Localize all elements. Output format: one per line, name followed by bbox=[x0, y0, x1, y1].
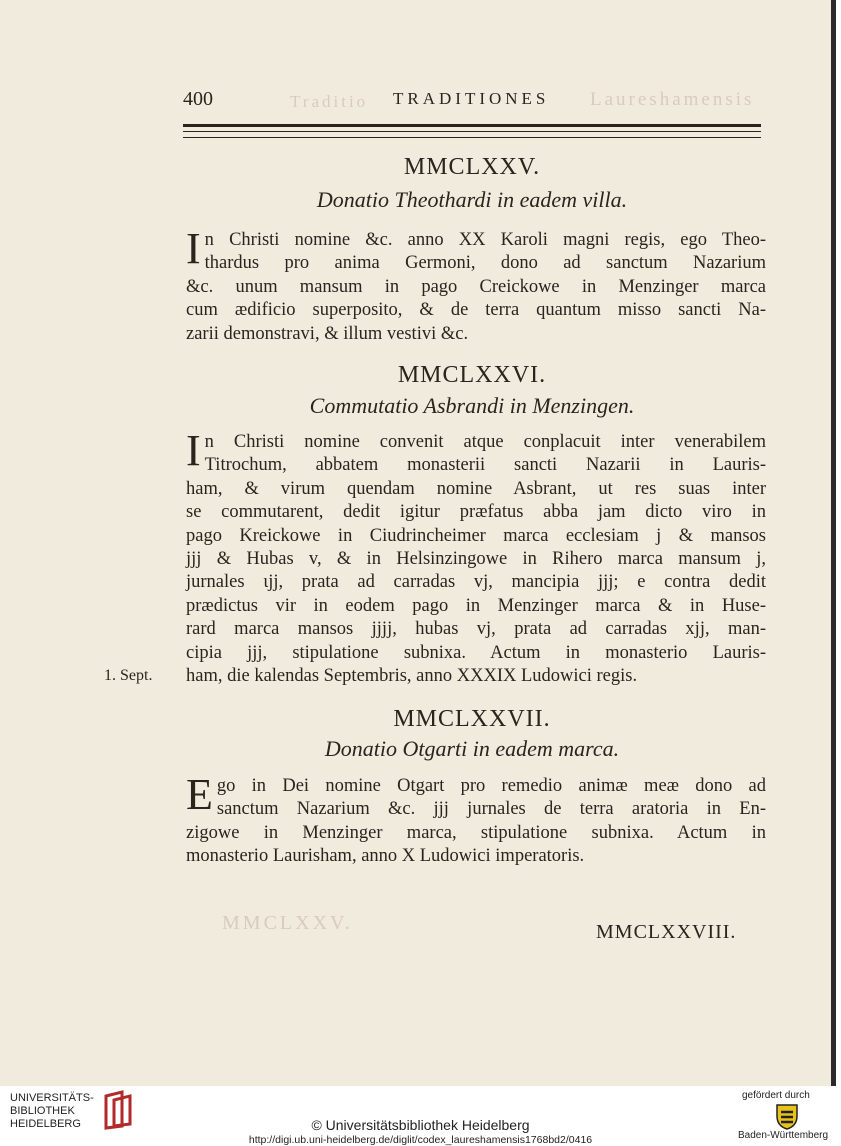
text-line: zigowe in Menzinger marca, stipulatione subnixa. Actum in bbox=[186, 822, 766, 843]
footer bbox=[0, 1086, 841, 1145]
margin-date-note: 1. Sept. bbox=[104, 667, 153, 684]
header-rule-thin bbox=[183, 137, 761, 138]
text-line: monasterio Laurisham, anno X Ludowici imperatoris. bbox=[186, 846, 585, 867]
catchword: MMCLXXVIII. bbox=[596, 921, 737, 943]
charter-title: Donatio Otgarti in eadem marca. bbox=[324, 736, 620, 761]
text-line: n Christi nomine convenit atque conplacuit inter venerabilem bbox=[204, 432, 766, 452]
copyright-notice: © Universitätsbibliothek Heidelberg bbox=[311, 1117, 530, 1133]
bleed-through-text: Laureshamensis bbox=[590, 89, 755, 110]
text-line: cipia jjj, stipulatione subnixa. Actum in monasterio Lauris- bbox=[186, 642, 766, 663]
text-line: rard marca mansos jjjj, hubas vj, prata ad carradas xjj, man- bbox=[186, 619, 766, 640]
drop-cap: I bbox=[186, 224, 201, 273]
text-line: go in Dei nomine Otgart pro remedio animæ meæ dono ad bbox=[216, 776, 766, 796]
text-line: se commutarent, dedit igitur præfatus abba jam dicto viro in bbox=[186, 502, 766, 523]
sponsor-name: Baden-Württemberg bbox=[738, 1130, 829, 1141]
text-line: ham, die kalendas Septembris, anno XXXIX Ludowici regis. bbox=[186, 666, 638, 687]
charter-number: MMCLXXV. bbox=[403, 154, 541, 180]
text-line: &c. unum mansum in pago Creickowe in Menzinger marca bbox=[186, 276, 766, 297]
text-line: n Christi nomine &c. anno XX Karoli magni regis, ego Theo- bbox=[204, 230, 766, 250]
charter-number: MMCLXXVI. bbox=[397, 362, 547, 388]
header-rule-thick bbox=[183, 124, 761, 127]
text-line: zarii demonstravi, & illum vestivi &c. bbox=[186, 323, 469, 344]
text-line: jjj & Hubas v, & in Helsinzingowe in Rihero marca mansum j, bbox=[186, 549, 766, 570]
text-line: jurnales ɩjj, prata ad carradas vj, mancipia jjj; e contra dedit bbox=[186, 572, 766, 593]
source-url[interactable]: http://digi.ub.uni-heidelberg.de/diglit/codex_laureshamensis1768bd2/0416 bbox=[248, 1134, 593, 1146]
sponsor-label: gefördert durch bbox=[742, 1090, 810, 1101]
text-line: pago Kreickowe in Ciudrincheimer marca ecclesiam j & mansos bbox=[186, 525, 766, 546]
library-logo-text: UNIVERSITÄTS- BIBLIOTHEK HEIDELBERG bbox=[10, 1092, 94, 1130]
drop-cap: E bbox=[186, 770, 213, 819]
bleed-through-text: MMCLXXV. bbox=[222, 912, 353, 934]
page-number: 400 bbox=[183, 88, 213, 110]
charter-text bbox=[186, 770, 766, 869]
text-line: cum ædificio superposito, & de terra quantum misso sancti Na- bbox=[186, 300, 766, 321]
text-line: Titrochum, abbatem monasterii sancti Nazarii in Lauris- bbox=[204, 455, 766, 476]
coat-of-arms-icon bbox=[774, 1102, 800, 1130]
text-line: ham, & virum quendam nomine Asbrant, ut res suas inter bbox=[186, 478, 766, 499]
charter-number: MMCLXXVII. bbox=[393, 706, 551, 732]
header-rule-thin bbox=[183, 131, 761, 132]
text-line: thardus pro anima Germoni, dono ad sanctum Nazarium bbox=[204, 253, 766, 274]
charter-text bbox=[186, 426, 766, 688]
charter-title: Commutatio Asbrandi in Menzingen. bbox=[309, 393, 635, 418]
drop-cap: I bbox=[186, 426, 201, 475]
page-edge bbox=[831, 0, 836, 1086]
text-line: prædictus vir in eodem pago in Menzinger marca & in Huse- bbox=[186, 595, 766, 616]
running-header: TRADITIONES bbox=[393, 89, 550, 108]
charter-title: Donatio Theothardi in eadem villa. bbox=[316, 187, 628, 212]
text-line: sanctum Nazarium &c. jjj jurnales de terra aratoria in En- bbox=[216, 799, 766, 820]
charter-text bbox=[186, 224, 766, 346]
bleed-through-text: Traditio bbox=[290, 92, 369, 111]
